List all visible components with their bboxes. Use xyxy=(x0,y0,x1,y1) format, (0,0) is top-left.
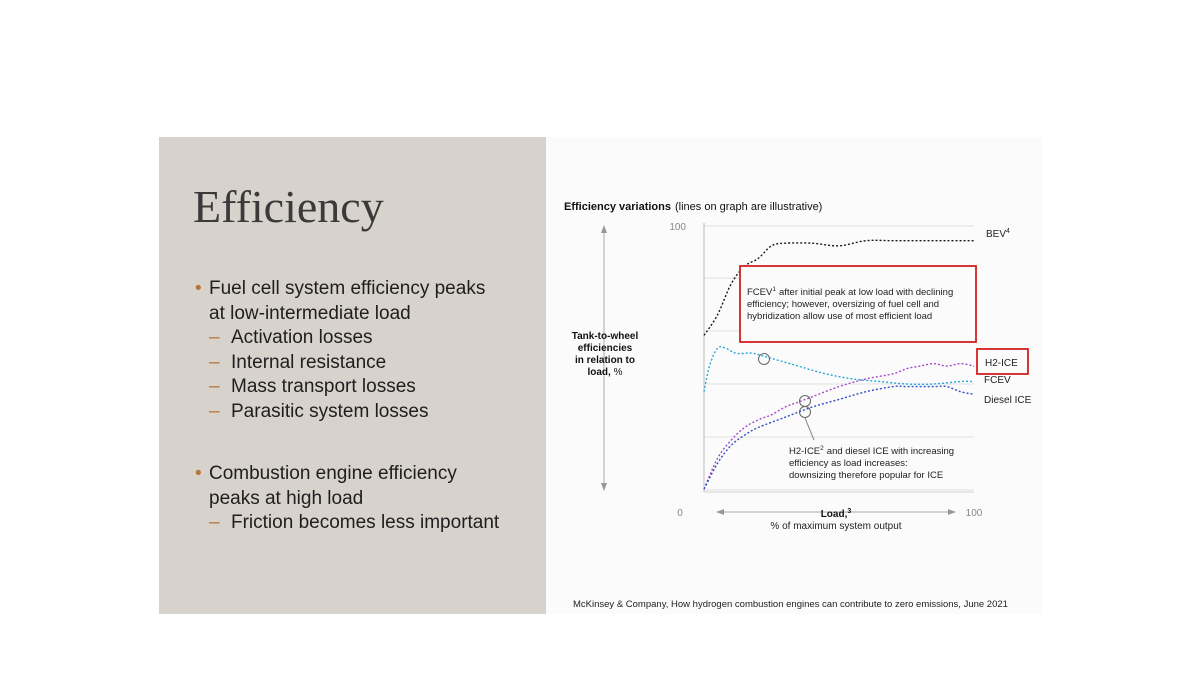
series-label-text: BEV xyxy=(986,229,1007,240)
bullet-item xyxy=(195,277,485,302)
bullet-item-continued xyxy=(195,302,485,327)
series-label-sup: 4 xyxy=(1006,228,1010,235)
slide-title: Efficiency xyxy=(193,181,384,232)
sub-bullet-text: Internal resistance xyxy=(231,351,387,373)
annotation-keyword: H2-ICE xyxy=(789,446,821,457)
dash-glyph: – xyxy=(209,327,220,348)
sub-bullet xyxy=(209,511,499,536)
y-label-line: in relation to xyxy=(575,355,635,366)
y-label-line: efficiencies xyxy=(577,343,633,354)
x-axis-label xyxy=(821,508,852,520)
series-label-h2ice: H2-ICE xyxy=(985,358,1018,369)
dash-glyph: – xyxy=(209,376,220,397)
bullet-text: Fuel cell system efficiency peaks xyxy=(209,278,486,299)
y-axis-label xyxy=(572,331,639,378)
annotation-keyword: FCEV xyxy=(747,287,773,298)
annotation-line xyxy=(789,445,954,457)
x-axis-sublabel: % of maximum system output xyxy=(770,521,902,532)
sub-bullet xyxy=(209,326,485,351)
sub-bullet xyxy=(209,400,485,425)
series-line-fcev xyxy=(704,347,974,392)
x-tick-label: 100 xyxy=(965,508,983,519)
bullet-group-fuel-cell xyxy=(195,277,485,424)
annotation-sup: 1 xyxy=(772,286,776,293)
y-arrow-up-icon xyxy=(601,225,607,233)
chart-title: Efficiency variations xyxy=(564,201,671,213)
x-arrow-left-icon xyxy=(716,509,724,515)
bullet-text: Combustion engine efficiency xyxy=(209,463,457,484)
chart-subtitle: (lines on graph are illustrative) xyxy=(675,201,823,213)
annotation-text: and diesel ICE with increasing xyxy=(826,446,955,457)
bullet-text: peaks at high load xyxy=(209,487,364,509)
annotation-line: efficiency; however, oversizing of fuel cell and xyxy=(747,299,940,310)
dash-glyph: – xyxy=(209,351,220,373)
chart-title-line xyxy=(564,201,822,213)
dash-glyph: – xyxy=(209,400,220,422)
sub-bullet-text: Friction becomes less important xyxy=(231,512,500,533)
bullet-group-combustion xyxy=(195,462,499,536)
fcev-peak-marker xyxy=(759,354,770,365)
bullet-dot: • xyxy=(195,278,202,299)
y-tick-label: 100 xyxy=(669,222,686,233)
source-citation: McKinsey & Company, How hydrogen combustion engines can contribute to zero emissions, June 2021 xyxy=(573,599,1008,610)
dash-glyph: – xyxy=(209,512,220,533)
x-label-sup: 3 xyxy=(847,508,852,515)
series-label-diesel: Diesel ICE xyxy=(984,395,1032,406)
sub-bullet xyxy=(209,375,485,400)
annotation-sup: 2 xyxy=(820,445,824,452)
efficiency-chart xyxy=(546,137,1043,614)
sub-bullet-text: Mass transport losses xyxy=(231,376,416,397)
bullet-item-continued xyxy=(195,487,499,512)
sub-bullet-text: Parasitic system losses xyxy=(231,400,429,422)
y-arrow-down-icon xyxy=(601,483,607,491)
series-label-fcev: FCEV xyxy=(984,375,1011,386)
x-label-text: Load, xyxy=(820,509,848,520)
y-label-line xyxy=(587,367,622,378)
bullet-item xyxy=(195,462,499,487)
y-label-line: Tank-to-wheel xyxy=(571,331,639,342)
x-arrow-right-icon xyxy=(948,509,956,515)
diesel-marker xyxy=(800,407,811,418)
y-label-bold: load, xyxy=(587,367,611,378)
annotation-line: hybridization allow use of most efficient load xyxy=(747,311,933,322)
bullet-dot: • xyxy=(195,463,202,484)
annotation-line: efficiency as load increases: xyxy=(789,458,908,469)
annotation-line: downsizing therefore popular for ICE xyxy=(789,470,944,481)
series-label-bev xyxy=(986,228,1010,240)
annotation-text: after initial peak at low load with declining xyxy=(778,287,954,298)
sub-bullet xyxy=(209,351,485,376)
x-tick-label: 0 xyxy=(677,508,683,519)
sub-bullet-text: Activation losses xyxy=(231,327,373,348)
bullet-text: at low-intermediate load xyxy=(209,302,411,324)
ice-annotation xyxy=(789,445,954,481)
y-label-unit: % xyxy=(610,367,623,378)
